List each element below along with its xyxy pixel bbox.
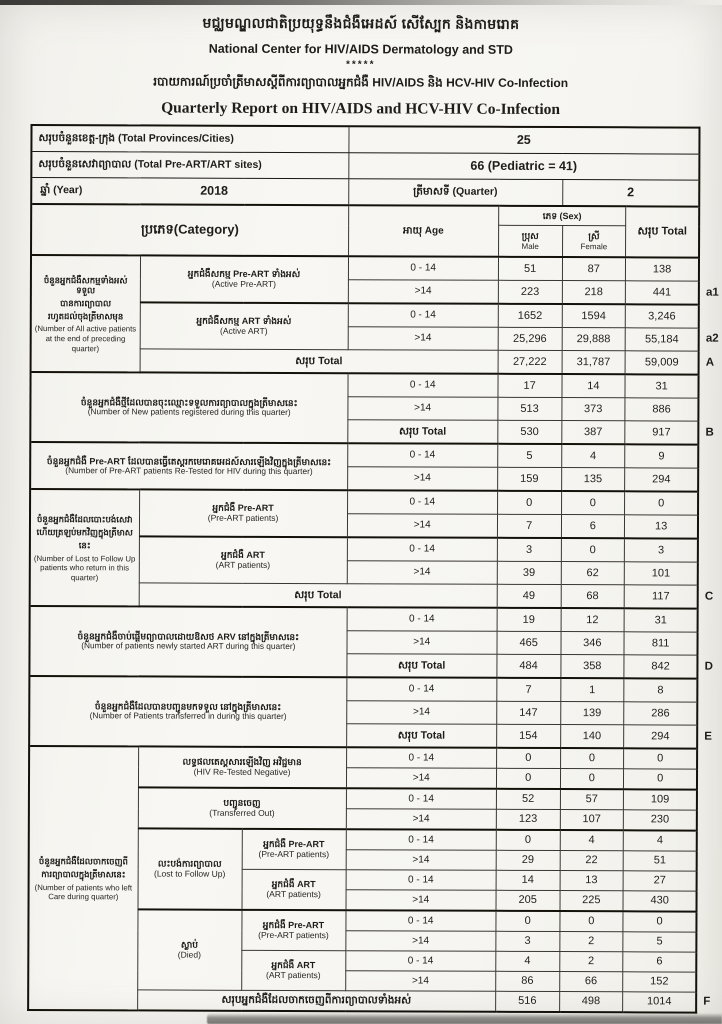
row-tag-a2: a2 bbox=[705, 332, 719, 346]
leftcare-final-label: សរុបអ្នកជំងឺដែលចាកចេញពីការព្យាបាលទាំងអស់ bbox=[137, 990, 495, 1012]
row-tag bbox=[698, 609, 720, 633]
row-tag bbox=[699, 154, 721, 180]
male-cell: 7 bbox=[497, 678, 561, 702]
age-cell: >14 bbox=[347, 397, 497, 421]
row-tag-B: B bbox=[705, 426, 714, 439]
section-transin-label: ចំនួនអ្នកជំងឺដែលបានបញ្ជូនមកទទួល នៅក្នុងត្រីមាសនេះ (Number of Patients transferred in during this quarter) bbox=[29, 676, 346, 747]
section-active-label: ចំនួនអ្នកជំងឺសកម្មទាំងអស់ទទួល បានការព្យាបាល រហូតដល់ចុងត្រីមាសមុន (Number of All active patients at the end of preceding quarter) bbox=[31, 255, 140, 372]
provinces-value: 25 bbox=[348, 126, 699, 154]
row-tag bbox=[699, 305, 721, 329]
total-cell: 294 bbox=[625, 468, 699, 492]
total-cell: 8 bbox=[624, 678, 698, 702]
total-cell: 3 bbox=[624, 538, 698, 562]
female-cell: 4 bbox=[561, 444, 625, 468]
row-tag-E: E bbox=[704, 730, 713, 743]
total-cell: 0 bbox=[624, 769, 698, 790]
row-tag bbox=[698, 632, 720, 655]
female-cell: 107 bbox=[560, 810, 624, 831]
total-cell: 117 bbox=[624, 585, 698, 609]
row-tag bbox=[697, 831, 719, 852]
row-tag bbox=[699, 398, 721, 421]
age-cell: 0 - 14 bbox=[348, 256, 498, 280]
female-cell: 4 bbox=[560, 830, 624, 851]
female-cell: 498 bbox=[559, 992, 623, 1013]
row-tag bbox=[697, 912, 719, 933]
stars-divider: ***** bbox=[345, 59, 376, 71]
female-cell: 14 bbox=[561, 374, 625, 398]
female-cell: 29,888 bbox=[562, 328, 626, 351]
age-cell: >14 bbox=[345, 931, 495, 952]
age-cell: 0 - 14 bbox=[346, 747, 496, 768]
female-cell: 225 bbox=[560, 891, 624, 912]
total-cell: 811 bbox=[624, 632, 698, 655]
total-cell: 842 bbox=[624, 655, 698, 679]
male-cell: 465 bbox=[497, 631, 561, 654]
male-cell: 516 bbox=[495, 991, 559, 1012]
row-tag-A: A bbox=[705, 356, 715, 369]
total-cell: 0 bbox=[625, 491, 699, 515]
table-row bbox=[29, 746, 719, 769]
female-cell: 346 bbox=[560, 632, 624, 655]
row-tag bbox=[699, 207, 721, 258]
table-row bbox=[30, 442, 720, 468]
retest-negative-label: លទ្ធផលតេស្តសារឡើងវិញ អវិជ្ជមាន (HIV Re-Tested Negative) bbox=[138, 746, 346, 788]
age-cell: 0 - 14 bbox=[346, 788, 496, 809]
male-header bbox=[498, 225, 562, 257]
female-cell: 2 bbox=[559, 932, 623, 952]
male-cell: 25,296 bbox=[498, 327, 562, 350]
male-cell: 14 bbox=[496, 870, 560, 890]
age-cell: >14 bbox=[346, 809, 496, 830]
total-cell: 5 bbox=[623, 932, 697, 952]
row-tag bbox=[698, 515, 720, 539]
section-leftcare-label: ចំនួនអ្នកជំងឺដែលចាកចេញពី ការព្យាបាលក្នុងត្រីមាសនេះ (Number of patients who left Care during quarter) bbox=[28, 746, 138, 1010]
row-total-sites bbox=[31, 152, 721, 181]
section-started-label: ចំនួនអ្នកជំងឺចាប់ផ្តើមព្យាបាលដោយឱសថ ARV នៅក្នុងត្រីមាសនេះ (Number of patients newly started ART during this quarter) bbox=[29, 606, 346, 677]
total-cell: 917 bbox=[625, 421, 699, 445]
total-cell: 441 bbox=[625, 281, 699, 305]
female-cell: 0 bbox=[561, 538, 625, 562]
report-header bbox=[0, 0, 722, 120]
age-cell: 0 - 14 bbox=[346, 829, 496, 850]
row-tag bbox=[696, 932, 718, 952]
quarter-value: 2 bbox=[562, 180, 699, 207]
total-cell: 9 bbox=[625, 444, 699, 468]
female-label-english: Female bbox=[580, 241, 608, 251]
female-cell: 218 bbox=[562, 281, 626, 305]
org-title-khmer: មជ្ឈមណ្ឌលជាតិប្រយុទ្ធនឹងជំងឺអេដស៍ សើស្បែក និងកាមរោគ bbox=[202, 14, 520, 32]
male-cell: 49 bbox=[497, 584, 561, 608]
total-label: សរុប Total bbox=[346, 724, 496, 748]
female-cell: 1594 bbox=[562, 304, 626, 328]
total-cell: 886 bbox=[625, 398, 699, 421]
age-cell: >14 bbox=[346, 768, 496, 789]
age-cell: >14 bbox=[348, 280, 498, 304]
died-label: ស្លាប់ (Died) bbox=[137, 909, 241, 990]
scan-artifact-bottom bbox=[207, 1013, 722, 1024]
male-cell: 7 bbox=[497, 514, 561, 538]
transferred-out-label: បញ្ជូនចេញ (Transferred Out) bbox=[138, 787, 346, 829]
row-tag bbox=[699, 258, 721, 282]
section-new-label: ចំនួនអ្នកជំងឺថ្មីដែលបានចុះឈ្មោះទទួលការព្យាបាលក្នុងត្រីមាសនេះ (Number of New patients registered during this quarter) bbox=[30, 372, 347, 443]
sites-label: សរុបចំនួនសេវាព្យាបាល (Total Pre-ART/ART sites) bbox=[31, 152, 348, 179]
male-cell: 513 bbox=[498, 397, 562, 420]
row-tag-F: F bbox=[703, 995, 711, 1008]
male-cell: 17 bbox=[498, 374, 562, 398]
male-cell: 52 bbox=[496, 789, 560, 810]
active-preart-label: អ្នកជំងឺសកម្ម Pre-ART ទាំងអស់ (Active Pre-ART) bbox=[140, 255, 348, 303]
row-tag bbox=[697, 790, 719, 811]
male-cell: 3 bbox=[497, 538, 561, 562]
row-tag bbox=[700, 128, 722, 155]
female-cell: 57 bbox=[560, 789, 624, 810]
category-header: ប្រភេទ(Category) bbox=[31, 204, 348, 256]
female-cell: 139 bbox=[560, 702, 624, 725]
male-cell: 205 bbox=[496, 890, 560, 911]
age-cell: 0 - 14 bbox=[347, 607, 497, 631]
row-tag bbox=[697, 769, 719, 790]
age-cell: 0 - 14 bbox=[347, 490, 497, 514]
row-total-provinces bbox=[31, 125, 721, 154]
total-cell: 101 bbox=[624, 562, 698, 585]
row-tag bbox=[697, 749, 719, 770]
female-cell: 1 bbox=[560, 678, 624, 702]
age-cell: 0 - 14 bbox=[347, 443, 497, 467]
total-cell: 6 bbox=[623, 952, 697, 972]
female-cell: 373 bbox=[561, 398, 625, 421]
total-cell: 0 bbox=[624, 748, 698, 769]
age-cell: 0 - 14 bbox=[348, 373, 498, 397]
age-cell: 0 - 14 bbox=[346, 910, 496, 931]
return-preart-label: អ្នកជំងឺ Pre-ART (Pre-ART patients) bbox=[139, 489, 347, 537]
male-cell: 223 bbox=[498, 280, 562, 304]
row-year-quarter bbox=[31, 178, 721, 207]
row-tag bbox=[697, 871, 719, 891]
female-cell: 0 bbox=[561, 491, 625, 515]
female-cell: 22 bbox=[560, 851, 624, 871]
male-cell: 0 bbox=[496, 911, 560, 932]
total-cell: 152 bbox=[623, 972, 697, 992]
female-label-khmer: ស្រី bbox=[588, 231, 600, 242]
male-cell: 147 bbox=[497, 701, 561, 724]
row-tag bbox=[698, 539, 720, 563]
ltfu-label: លះបង់ការព្យាបាល (Lost to Follow Up) bbox=[138, 828, 242, 909]
age-cell: >14 bbox=[347, 467, 497, 491]
age-cell: 0 - 14 bbox=[348, 303, 498, 327]
org-title-english: National Center for HIV/AIDS Dermatology and STD bbox=[208, 41, 513, 57]
female-cell: 68 bbox=[561, 585, 625, 609]
total-cell: 0 bbox=[623, 911, 697, 932]
total-label: សរុប Total bbox=[346, 654, 496, 678]
total-cell: 1014 bbox=[623, 992, 697, 1013]
year-value: 2018 bbox=[200, 183, 229, 199]
male-label-english: Male bbox=[521, 241, 539, 251]
total-cell: 294 bbox=[624, 725, 698, 749]
female-cell: 2 bbox=[559, 952, 623, 972]
total-label: សរុប Total bbox=[139, 583, 497, 608]
male-cell: 3 bbox=[496, 931, 560, 951]
row-tag bbox=[697, 679, 719, 703]
female-header bbox=[562, 226, 626, 258]
male-cell: 123 bbox=[496, 809, 560, 830]
row-tag bbox=[697, 891, 719, 912]
total-cell: 430 bbox=[623, 891, 697, 912]
total-cell: 27 bbox=[623, 871, 697, 891]
age-cell: 0 - 14 bbox=[346, 870, 496, 891]
age-cell: >14 bbox=[347, 561, 497, 585]
male-cell: 484 bbox=[497, 654, 561, 678]
male-cell: 27,222 bbox=[498, 350, 562, 374]
female-cell: 135 bbox=[561, 468, 625, 492]
active-art-label: អ្នកជំងឺសកម្ម ART ទាំងអស់ (Active ART) bbox=[140, 302, 348, 349]
age-cell: 0 - 14 bbox=[346, 677, 496, 701]
year-cell bbox=[31, 178, 348, 206]
report-title-english: Quarterly Report on HIV/AIDS and HCV-HIV Co-Infection bbox=[161, 99, 561, 119]
report-title-khmer: របាយការណ៍ប្រចាំត្រីមាសស្តីពីការព្យាបាលអ្នកជំងឺ HIV/AIDS និង HCV-HIV Co-Infection bbox=[153, 74, 569, 91]
provinces-label: សរុបចំនួនខេត្ត-ក្រុង (Total Provinces/Cities) bbox=[31, 125, 348, 153]
female-cell: 6 bbox=[561, 515, 625, 539]
male-label-khmer: ប្រុស bbox=[521, 231, 539, 242]
total-label: សរុប Total bbox=[347, 420, 497, 444]
died-art-label: អ្នកជំងឺ ART (ART patients) bbox=[241, 950, 345, 990]
age-cell: >14 bbox=[347, 631, 497, 655]
male-cell: 159 bbox=[497, 467, 561, 491]
female-cell: 387 bbox=[561, 421, 625, 445]
row-tag-D: D bbox=[704, 660, 713, 673]
female-cell: 31,787 bbox=[562, 351, 626, 375]
total-cell: 31 bbox=[625, 374, 699, 398]
age-cell: 0 - 14 bbox=[347, 537, 497, 561]
age-cell: >14 bbox=[346, 850, 496, 871]
row-tag bbox=[698, 492, 720, 516]
total-cell: 3,246 bbox=[625, 304, 699, 328]
male-cell: 0 bbox=[497, 491, 561, 515]
row-tag bbox=[698, 562, 720, 585]
died-preart-label: អ្នកជំងឺ Pre-ART (Pre-ART patients) bbox=[241, 910, 345, 951]
total-cell: 138 bbox=[626, 257, 700, 281]
age-header: អាយុ Age bbox=[348, 205, 498, 257]
male-cell: 0 bbox=[496, 748, 560, 769]
female-cell: 140 bbox=[560, 725, 624, 749]
male-cell: 4 bbox=[496, 951, 560, 971]
total-cell: 286 bbox=[624, 702, 698, 725]
total-cell: 4 bbox=[623, 830, 697, 851]
row-tag bbox=[698, 468, 720, 492]
male-cell: 0 bbox=[496, 830, 560, 851]
total-cell: 109 bbox=[624, 789, 698, 810]
total-cell: 55,184 bbox=[625, 328, 699, 351]
sites-value: 66 (Pediatric = 41) bbox=[348, 153, 699, 180]
total-cell: 59,009 bbox=[625, 351, 699, 375]
total-label: សរុប Total bbox=[140, 349, 498, 374]
male-cell: 530 bbox=[498, 420, 562, 444]
age-cell: >14 bbox=[345, 971, 495, 992]
female-cell: 358 bbox=[560, 655, 624, 679]
male-cell: 39 bbox=[497, 561, 561, 584]
male-cell: 51 bbox=[498, 257, 562, 281]
male-cell: 1652 bbox=[498, 304, 562, 328]
row-tag bbox=[696, 972, 718, 992]
male-cell: 19 bbox=[497, 608, 561, 632]
male-cell: 5 bbox=[498, 444, 562, 468]
row-tag bbox=[697, 851, 719, 871]
row-tag bbox=[697, 810, 719, 831]
section-return-label: ចំនួនអ្នកជំងឺដែលបោះបង់សេវា ហើយត្រឡប់មកវិញក្នុងត្រីមាស នេះ (Number of Lost to Follow Up patients who return in this quarter) bbox=[30, 489, 139, 606]
ltfu-art-label: អ្នកជំងឺ ART (ART patients) bbox=[242, 869, 346, 910]
table-row bbox=[31, 255, 721, 281]
row-tag bbox=[699, 180, 721, 207]
table-row bbox=[30, 372, 720, 398]
sex-header: ភេទ (Sex) bbox=[498, 206, 625, 226]
header-row-1 bbox=[31, 204, 721, 226]
age-cell: >14 bbox=[347, 514, 497, 538]
report-table bbox=[27, 124, 721, 1014]
row-tag-C: C bbox=[704, 590, 714, 603]
male-cell: 29 bbox=[496, 850, 560, 870]
female-cell: 66 bbox=[559, 972, 623, 992]
row-tag bbox=[697, 702, 719, 725]
year-label: ឆ្នាំ (Year) bbox=[40, 184, 83, 197]
total-header: សរុប Total bbox=[626, 206, 700, 257]
total-cell: 13 bbox=[625, 515, 699, 539]
female-cell: 13 bbox=[560, 871, 624, 891]
row-tag bbox=[699, 375, 721, 399]
quarter-label: ត្រីមាសទី (Quarter) bbox=[348, 179, 562, 206]
row-tag bbox=[698, 445, 720, 469]
female-cell: 12 bbox=[561, 608, 625, 632]
age-cell: >14 bbox=[348, 327, 498, 351]
age-cell: >14 bbox=[346, 701, 496, 725]
total-cell: 230 bbox=[623, 810, 697, 831]
ltfu-preart-label: អ្នកជំងឺ Pre-ART (Pre-ART patients) bbox=[242, 829, 346, 870]
female-cell: 0 bbox=[559, 911, 623, 932]
female-cell: 0 bbox=[560, 748, 624, 769]
age-cell: >14 bbox=[346, 890, 496, 911]
table-row bbox=[29, 676, 719, 702]
male-cell: 86 bbox=[496, 971, 560, 991]
return-art-label: អ្នកជំងឺ ART (ART patients) bbox=[139, 536, 347, 583]
total-cell: 51 bbox=[623, 851, 697, 871]
table-row bbox=[30, 489, 720, 515]
male-cell: 154 bbox=[496, 724, 560, 748]
row-tag bbox=[696, 952, 718, 972]
total-cell: 31 bbox=[624, 608, 698, 632]
section-retest-label: ចំនួនអ្នកជំងឺ Pre-ART ដែលបានធ្វើតេស្តរកមេរោគអេដស៍សារឡើងវិញក្នុងត្រីមាសនេះ (Number of Pre-ART patients Re-Tested for HIV during this quarter) bbox=[30, 442, 347, 490]
female-cell: 62 bbox=[561, 562, 625, 585]
table-row bbox=[30, 606, 720, 632]
male-cell: 0 bbox=[496, 768, 560, 789]
row-tag-a1: a1 bbox=[705, 286, 719, 299]
female-cell: 0 bbox=[560, 769, 624, 790]
female-cell: 87 bbox=[562, 257, 626, 281]
age-cell: 0 - 14 bbox=[345, 951, 495, 972]
